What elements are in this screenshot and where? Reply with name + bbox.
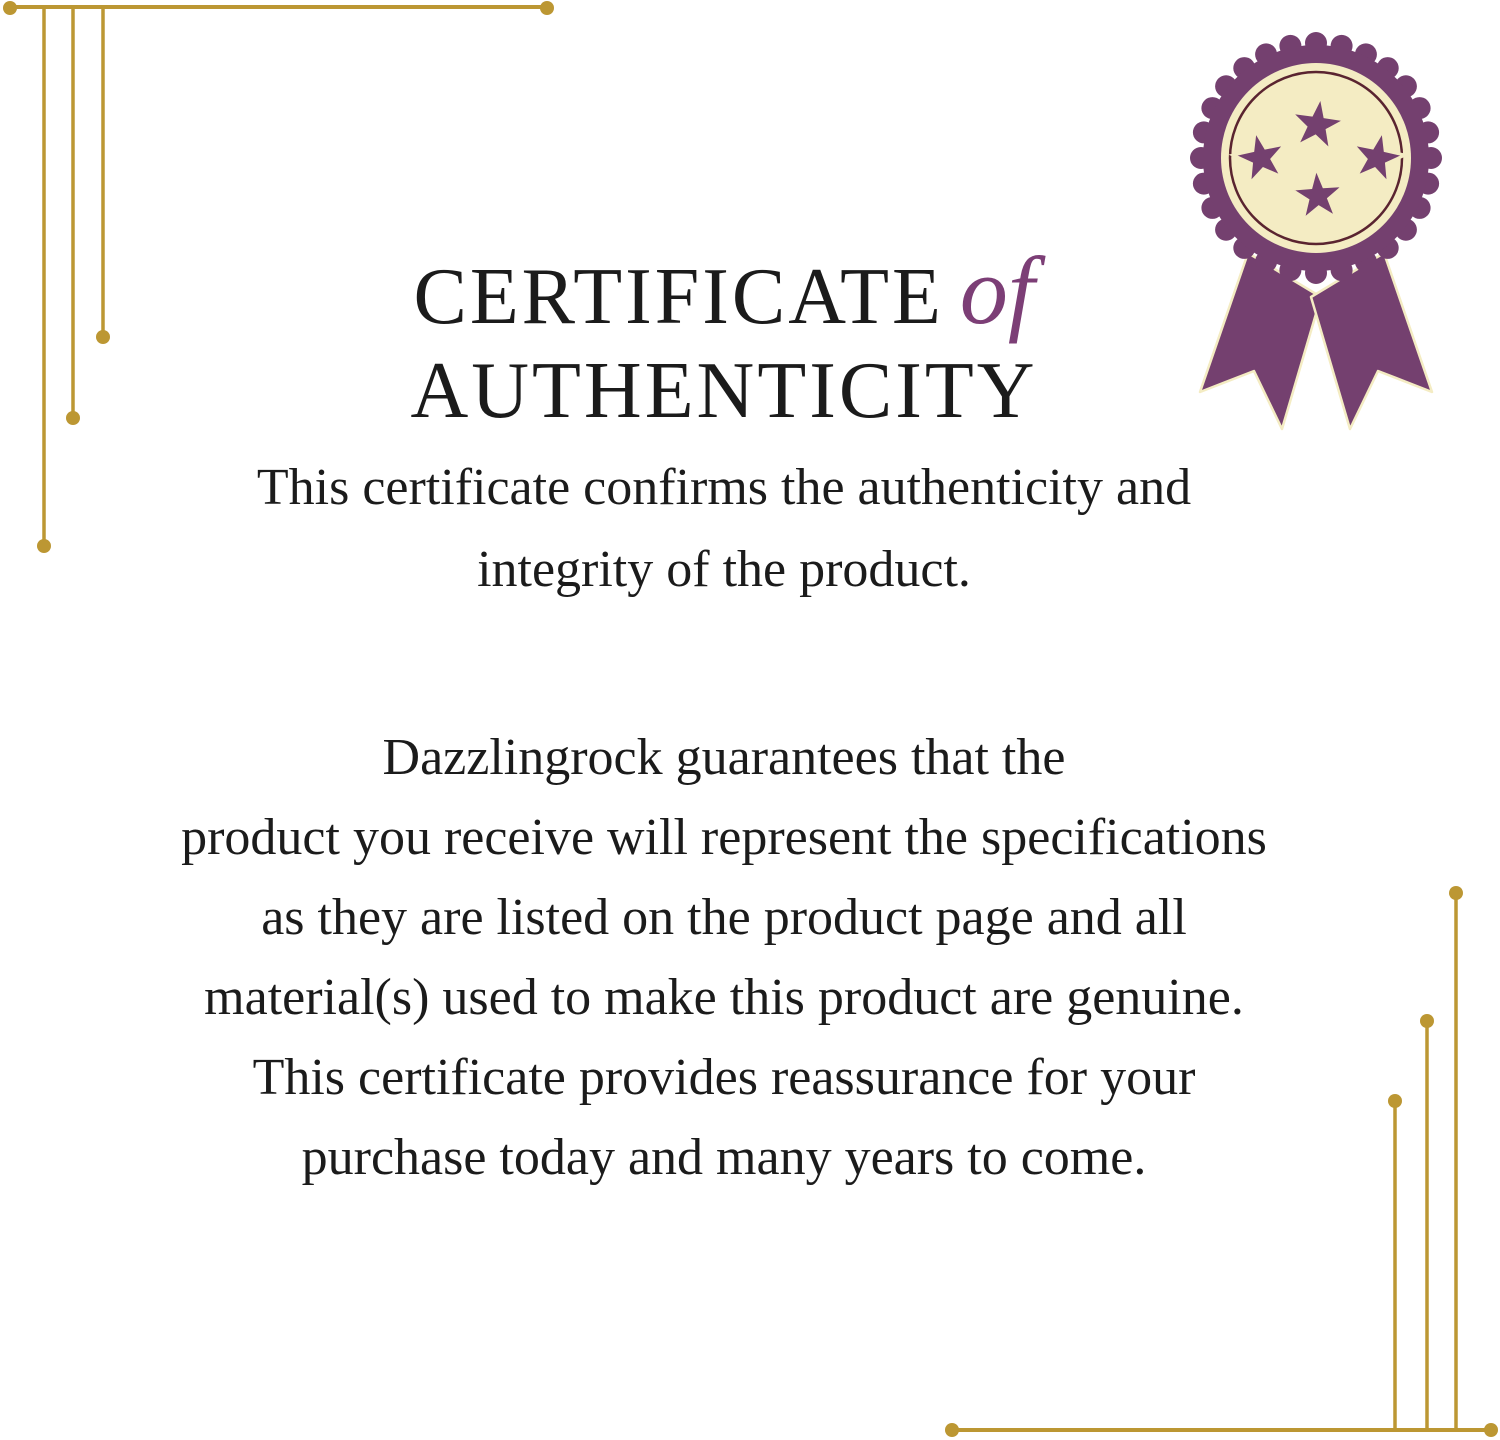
title-certificate-text: CERTIFICATE [413,253,944,341]
intro-line: integrity of the product. [477,541,971,598]
guarantee-paragraph [0,718,1448,1198]
guarantee-line: purchase today and many years to come. [301,1129,1147,1186]
guarantee-line: product you receive will represent the specifications [181,809,1267,866]
title-line-1 [0,237,1448,344]
guarantee-line: material(s) used to make this product are genuine. [204,969,1244,1026]
title-line-2: AUTHENTICITY [410,347,1038,435]
certificate-title [0,237,1448,441]
intro-line: This certificate confirms the authenticity and [256,459,1192,516]
guarantee-line: as they are listed on the product page and all [261,889,1187,946]
intro-paragraph [0,447,1448,611]
guarantee-line: This certificate provides reassurance for your [252,1049,1196,1106]
title-of-text: of [959,237,1035,344]
guarantee-line: Dazzlingrock guarantees that the [382,729,1066,786]
